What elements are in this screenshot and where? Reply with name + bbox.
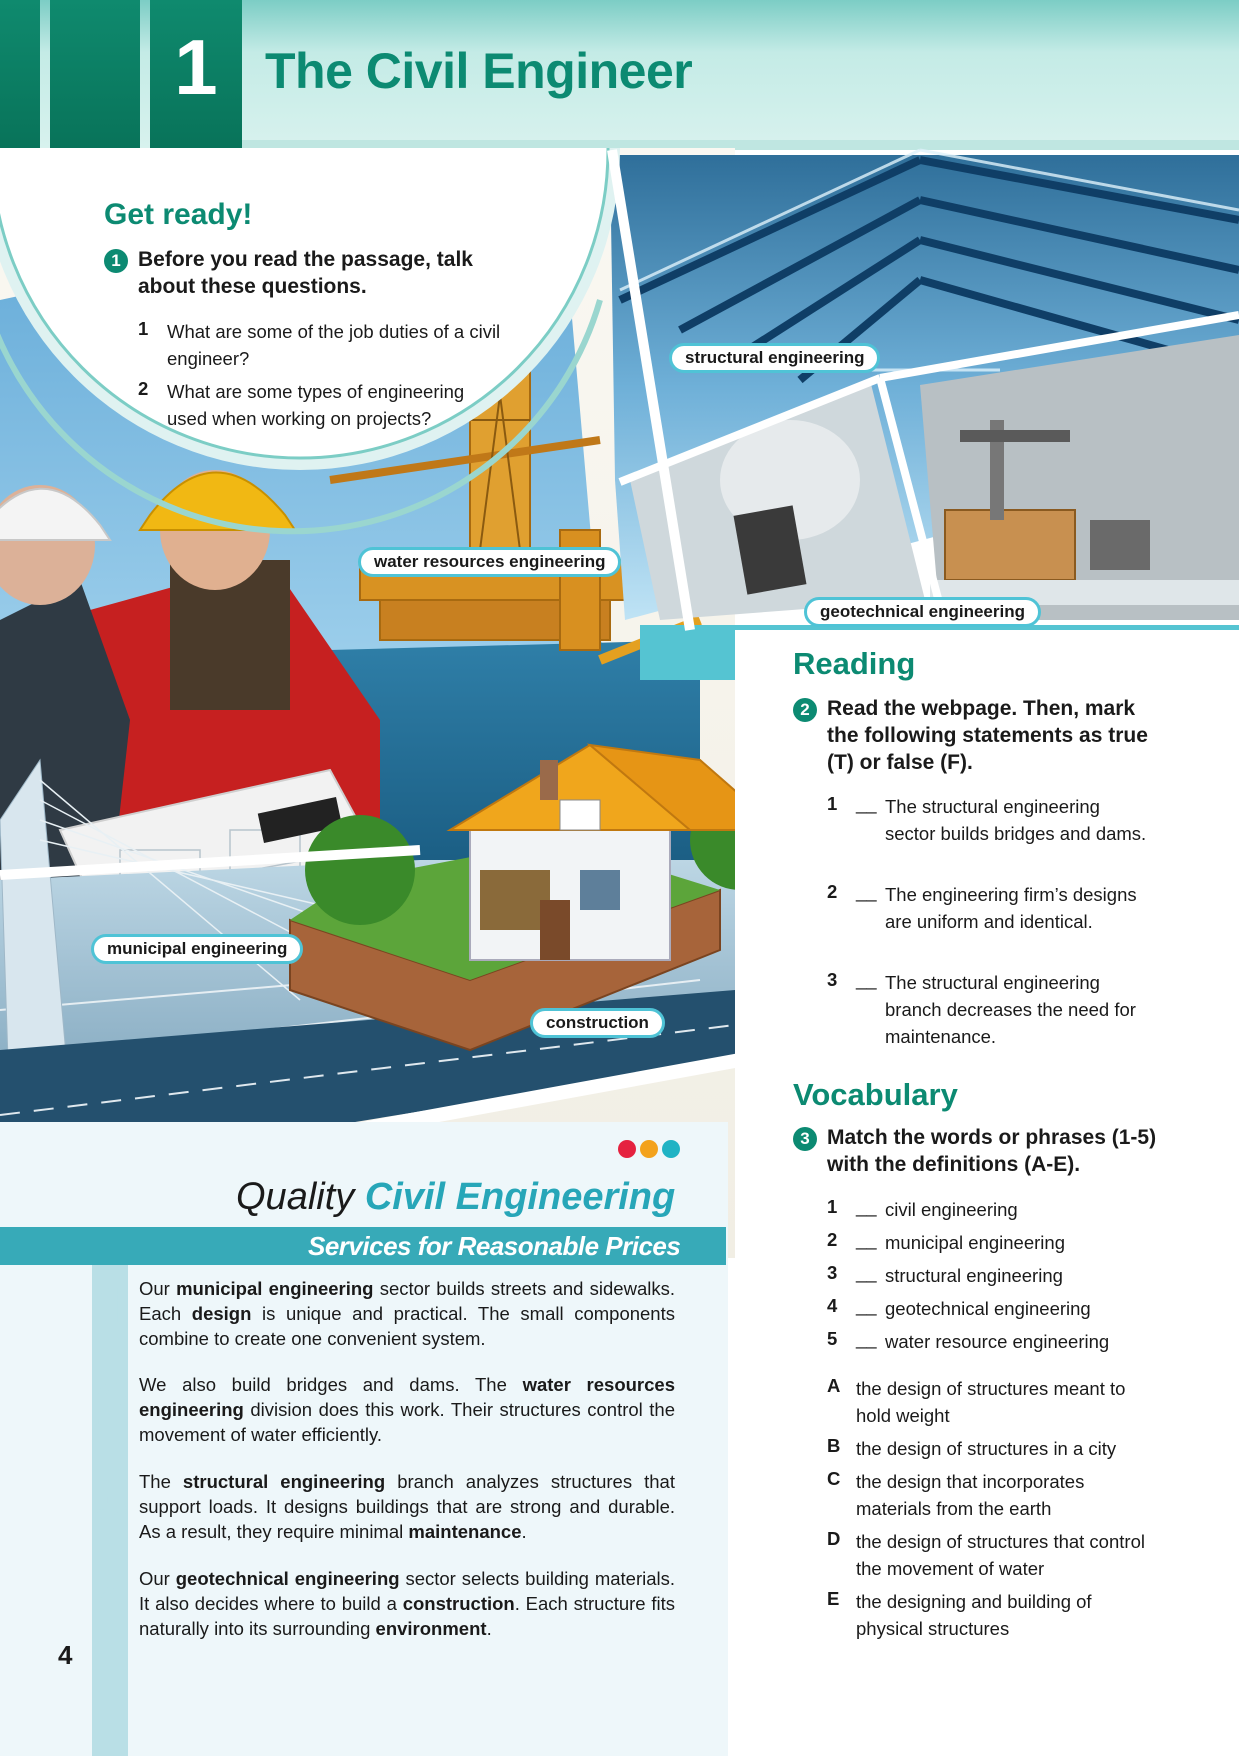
question-number: 1 <box>138 318 149 339</box>
paragraph-number: 4 <box>96 1566 129 1631</box>
definition-text: the design of structures in a city <box>856 1438 1117 1459</box>
reading-heading: Reading <box>793 646 916 681</box>
definition-letter: E <box>827 1588 840 1609</box>
paragraph-4 <box>139 1566 675 1641</box>
answer-blank[interactable]: __ <box>856 1262 877 1283</box>
key-term: design <box>191 1303 252 1324</box>
word-number: 2 <box>827 1229 838 1250</box>
definition-letter: B <box>827 1435 841 1456</box>
paragraph-3 <box>139 1469 675 1544</box>
definition-letter: C <box>827 1468 841 1489</box>
vocabulary-instruction: Match the words or phrases (1-5) with the definitions (A-E). <box>827 1126 1157 1176</box>
text-run: We also build bridges and dams. The <box>139 1374 523 1395</box>
statement-text: The structural engineering sector builds bridges and dams. <box>885 796 1147 844</box>
get-ready-instruction: Before you read the passage, talk about these questions. <box>138 248 473 298</box>
key-term: maintenance <box>408 1521 522 1542</box>
statement-number: 3 <box>827 969 838 990</box>
answer-blank[interactable]: __ <box>856 969 877 990</box>
text-run: . <box>486 1618 492 1639</box>
word-text: structural engineering <box>885 1265 1063 1286</box>
statement-number: 1 <box>827 793 838 814</box>
key-term: municipal engineering <box>176 1278 374 1299</box>
word-text: civil engineering <box>885 1199 1018 1220</box>
text-run: . Each structure fits naturally into its surrounding <box>139 1593 675 1639</box>
key-term: construction <box>402 1593 515 1614</box>
label-municipal-engineering: municipal engineering <box>91 934 303 964</box>
question-text: What are some of the job duties of a civil engineer? <box>167 321 501 369</box>
paragraph-number: 2 <box>96 1372 129 1437</box>
answer-blank[interactable]: __ <box>856 1196 877 1217</box>
text-run: is unique and practical. The small components combine to create one convenient system. <box>139 1303 675 1349</box>
question-number: 2 <box>138 378 149 399</box>
statement-text: The engineering firm’s designs are uniform and identical. <box>885 884 1137 932</box>
paragraph-number: 3 <box>96 1469 129 1534</box>
vocabulary-heading: Vocabulary <box>793 1077 958 1112</box>
answer-blank[interactable]: __ <box>856 1295 877 1316</box>
task-number-1: 1 <box>104 249 128 273</box>
answer-blank[interactable]: __ <box>856 1229 877 1250</box>
webpage-title-highlight: Civil Engineering <box>364 1176 676 1218</box>
definition-text: the design of structures that control the movement of water <box>856 1531 1145 1579</box>
word-text: municipal engineering <box>885 1232 1065 1253</box>
label-water-resources-engineering: water resources engineering <box>358 547 621 577</box>
webpage-title <box>236 1176 675 1219</box>
label-geotechnical-engineering: geotechnical engineering <box>804 597 1041 627</box>
text-run: Our <box>139 1568 176 1589</box>
word-text: water resource engineering <box>885 1331 1110 1352</box>
definition-letter: D <box>827 1528 841 1549</box>
text-run: sector builds streets and sidewalks. Each <box>139 1278 675 1324</box>
text-run: Our <box>139 1278 177 1299</box>
definition-text: the design that incorporates materials from the earth <box>856 1471 1085 1519</box>
get-ready-heading: Get ready! <box>104 198 253 231</box>
answer-blank[interactable]: __ <box>856 1328 877 1349</box>
key-term: environment <box>375 1618 487 1639</box>
red-dot-icon <box>618 1140 636 1158</box>
key-term: structural engineering <box>182 1471 386 1492</box>
definition-text: the design of structures meant to hold weight <box>856 1378 1126 1426</box>
paragraph-1 <box>139 1276 675 1351</box>
task-number-2: 2 <box>793 698 817 722</box>
task-number-3: 3 <box>793 1127 817 1151</box>
page-number: 4 <box>58 1640 73 1670</box>
text-run: The <box>139 1471 183 1492</box>
paragraph-2 <box>139 1372 675 1447</box>
key-term: water resources engineering <box>139 1374 675 1420</box>
answer-blank[interactable]: __ <box>856 881 877 902</box>
text-run: sector selects building materials. It also decides where to build a <box>139 1568 676 1614</box>
paragraph-number: 1 <box>96 1276 129 1341</box>
webpage-title-plain: Quality <box>236 1176 355 1218</box>
definition-letter: A <box>827 1375 841 1396</box>
unit-title: The Civil Engineer <box>265 43 693 99</box>
text-run: division does this work. Their structures control the movement of water efficiently. <box>139 1399 675 1445</box>
statement-text: The structural engineering branch decreases the need for maintenance. <box>885 972 1136 1047</box>
definition-text: the designing and building of physical structures <box>856 1591 1092 1639</box>
reading-instruction: Read the webpage. Then, mark the following statements as true (T) or false (F). <box>827 697 1148 774</box>
answer-blank[interactable]: __ <box>856 793 877 814</box>
teal-dot-icon <box>662 1140 680 1158</box>
word-number: 1 <box>827 1196 838 1217</box>
orange-dot-icon <box>640 1140 658 1158</box>
word-number: 3 <box>827 1262 838 1283</box>
word-text: geotechnical engineering <box>885 1298 1091 1319</box>
question-text: What are some types of engineering used when working on projects? <box>167 381 465 429</box>
label-structural-engineering: structural engineering <box>669 343 880 373</box>
statement-number: 2 <box>827 881 838 902</box>
text-run: branch analyzes structures that support loads. It designs buildings that are strong and durable. As a result, they require minimal <box>139 1471 675 1542</box>
webpage-subtitle: Services for Reasonable Prices <box>308 1231 681 1261</box>
word-number: 4 <box>827 1295 838 1316</box>
key-term: geotechnical engineering <box>175 1568 400 1589</box>
word-number: 5 <box>827 1328 838 1349</box>
label-construction: construction <box>530 1008 665 1038</box>
unit-number: 1 <box>174 23 218 111</box>
text-run: . <box>521 1521 527 1542</box>
